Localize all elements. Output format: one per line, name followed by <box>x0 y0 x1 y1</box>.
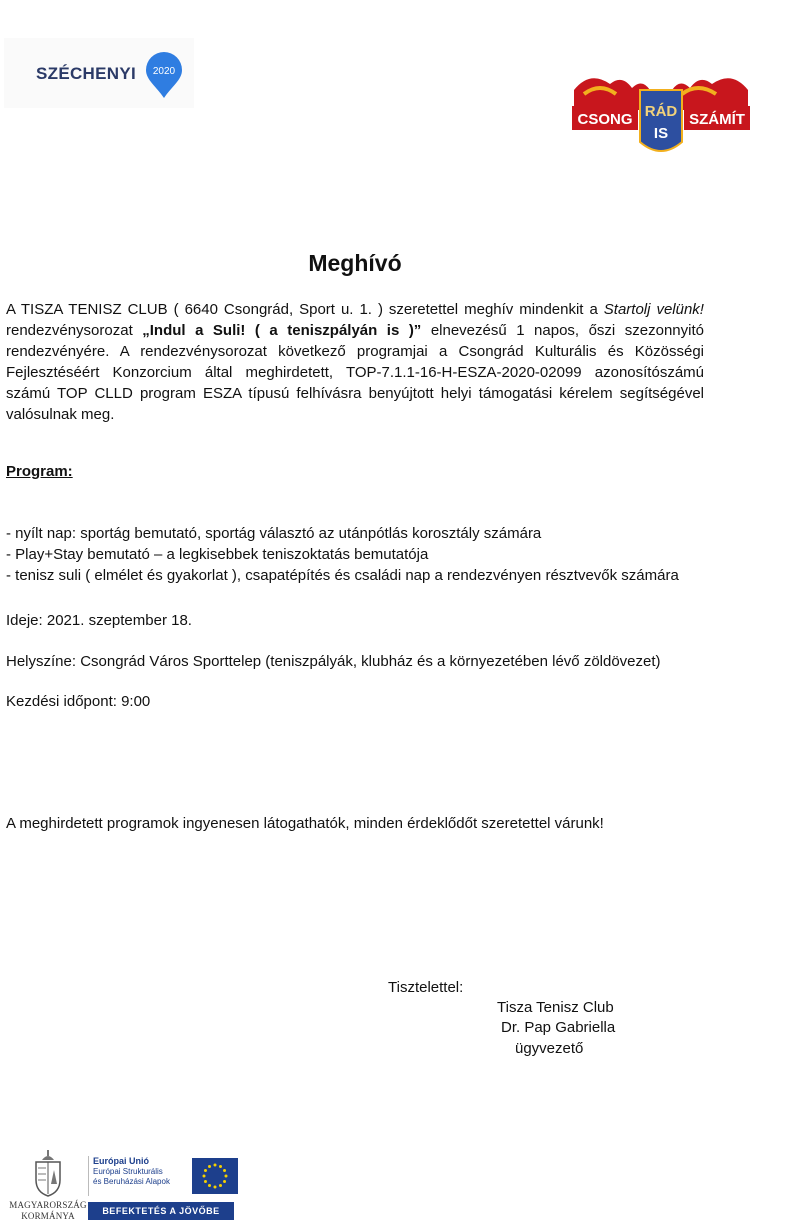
szechenyi-2020-logo <box>4 38 194 108</box>
signature-greeting: Tisztelettel: <box>388 979 464 996</box>
program-item: - Play+Stay bemutató – a legkisebbek teniszoktatás bemutatója <box>6 546 429 563</box>
eu-flag-icon <box>192 1158 238 1194</box>
signature-name: Dr. Pap Gabriella <box>501 1019 616 1036</box>
intro-text-1: A TISZA TENISZ CLUB ( 6640 Csongrád, Sport u. 1. ) szeretettel meghív mindenkit a <box>6 301 604 318</box>
eu-star <box>204 1169 207 1172</box>
eu-star <box>214 1186 217 1189</box>
program-item: - nyílt nap: sportág bemutató, sportág választó az utánpótlás korosztály számára <box>6 525 542 542</box>
eu-star <box>214 1164 217 1167</box>
program-heading: Program: <box>6 463 73 480</box>
szechenyi-year: 2020 <box>152 66 176 77</box>
eu-text-2: Európai Strukturális <box>93 1167 163 1176</box>
csongrad-left-text: CSONG <box>577 111 633 128</box>
intro-paragraph <box>6 299 704 425</box>
eu-text-block <box>88 1156 189 1196</box>
eu-star <box>208 1165 211 1168</box>
intro-italic: Startolj velünk! <box>603 301 704 318</box>
eu-star <box>203 1175 206 1178</box>
intro-bold: „Indul a Suli! ( a teniszpályán is )” <box>142 322 422 339</box>
eu-star <box>223 1180 226 1183</box>
eu-star <box>225 1175 228 1178</box>
eu-slogan-bar: BEFEKTETÉS A JÖVŐBE <box>88 1202 234 1220</box>
szechenyi-logo-text: SZÉCHENYI <box>36 64 136 83</box>
gov-text-1: MAGYARORSZÁG <box>9 1200 87 1210</box>
csongrad-is-szamit-logo <box>570 70 752 160</box>
gov-text-2: KORMÁNYA <box>21 1211 75 1221</box>
coat-of-arms-icon <box>32 1150 64 1198</box>
csongrad-center-top-text: RÁD <box>644 103 678 120</box>
eu-text-1: Európai Unió <box>93 1156 149 1166</box>
closing-line: A meghirdetett programok ingyenesen látogathatók, minden érdeklődőt szeretettel várunk! <box>6 815 604 832</box>
intro-text-2: rendezvénysorozat <box>6 322 143 339</box>
eu-star <box>219 1165 222 1168</box>
signature-role: ügyvezető <box>515 1040 584 1057</box>
csongrad-right-text: SZÁMÍT <box>689 111 745 128</box>
eu-funds-logo <box>88 1156 236 1222</box>
program-item: - tenisz suli ( elmélet és gyakorlat ), csapatépítés és családi nap a rendezvényen résztvevők számára <box>6 567 679 584</box>
eu-text-3: és Beruházási Alapok <box>93 1177 170 1186</box>
signature-org: Tisza Tenisz Club <box>497 999 614 1016</box>
page-title: Meghívó <box>308 250 402 276</box>
hungarian-government-logo <box>6 1148 86 1224</box>
date-line: Ideje: 2021. szeptember 18. <box>6 612 192 629</box>
intro-text-3: elnevezésű 1 napos, őszi szezonnyitó rendezvényére. A rendezvénysorozat következő programjai a Csongrád Kulturális és Közösségi Fejlesztéséért Konzorcium által meghirdetett, TOP-7.1.1-16-H-ESZA-2020-02099 azonosítószámú számú TOP CLLD program ESZA típusú felhívásra benyújtott helyi támogatási kérelem segítségével valósulnak meg. <box>6 322 704 423</box>
map-pin-icon <box>142 52 186 100</box>
start-time-line: Kezdési időpont: 9:00 <box>6 693 151 710</box>
eu-star <box>208 1184 211 1187</box>
venue-line: Helyszíne: Csongrád Város Sporttelep (teniszpályák, klubház és a környezetében lévő zöldövezet) <box>6 653 661 670</box>
eu-star <box>223 1169 226 1172</box>
eu-star <box>204 1180 207 1183</box>
eu-star <box>219 1184 222 1187</box>
csongrad-center-bottom-text: IS <box>653 125 669 142</box>
